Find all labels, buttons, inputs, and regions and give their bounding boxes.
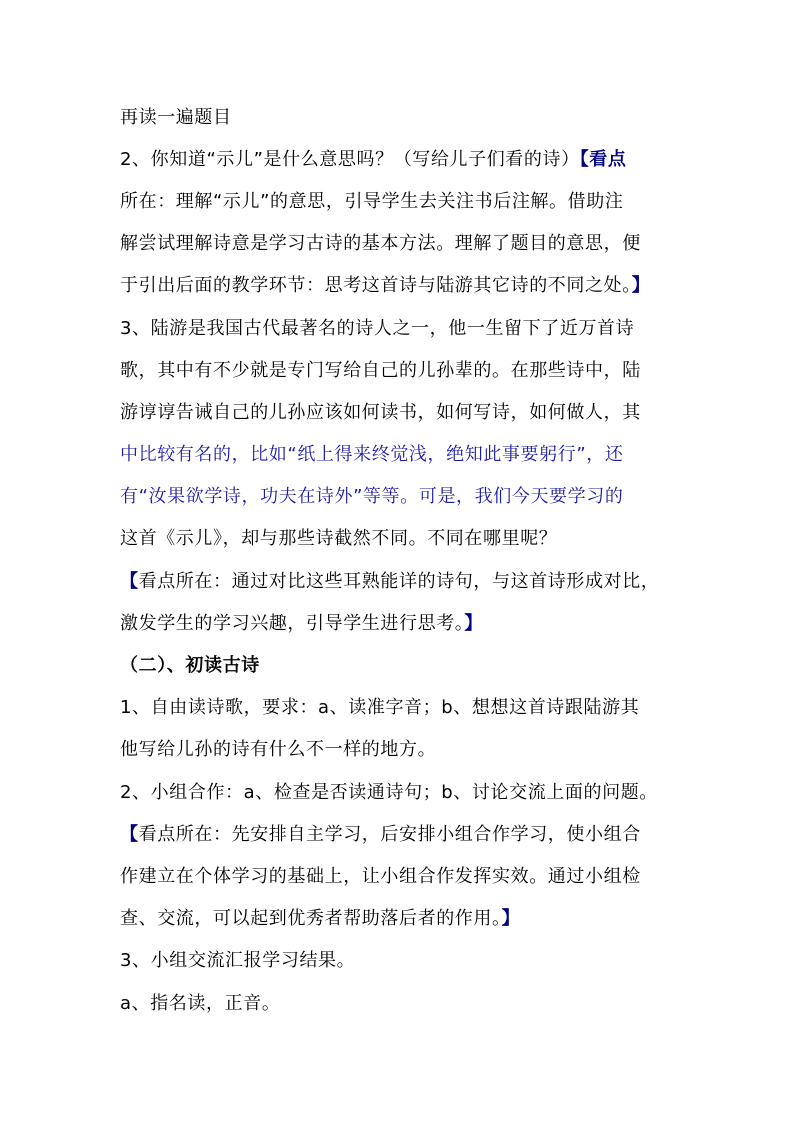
text-line bbox=[120, 606, 680, 642]
text-run: 他写给儿孙的诗有什么不一样的地方。 bbox=[120, 739, 437, 760]
text-run: 3、小组交流汇报学习结果。 bbox=[120, 950, 356, 971]
text-run: 于引出后面的教学环节：思考这首诗与陆游其它诗的不同之处。 bbox=[120, 275, 632, 296]
text-run: 歌，其中有不少就是专门写给自己的儿孙辈的。在那些诗中，陆 bbox=[120, 360, 641, 381]
annotation-close: 】 bbox=[464, 613, 484, 634]
text-run: 作建立在个体学习的基础上，让小组合作发挥实效。通过小组检 bbox=[120, 866, 641, 887]
text-line bbox=[120, 184, 680, 220]
annotation-close: 】 bbox=[501, 908, 521, 929]
text-line bbox=[120, 311, 680, 347]
text-run: 3、陆游是我国古代最著名的诗人之一，他一生留下了近万首诗 bbox=[120, 318, 635, 339]
text-line bbox=[120, 268, 680, 304]
text-run: 再读一遍题目 bbox=[120, 107, 232, 128]
text-line bbox=[120, 479, 680, 515]
annotation-open: 【 bbox=[120, 824, 139, 845]
text-run: 激发学生的学习兴趣，引导学生进行思考。 bbox=[120, 613, 465, 634]
text-line bbox=[120, 226, 680, 262]
text-line bbox=[120, 732, 680, 768]
section-heading bbox=[120, 648, 680, 684]
text-run: 所在：理解“示儿”的意思，引导学生去关注书后注解。借助注 bbox=[120, 191, 624, 212]
text-run: 2、你知道“示儿”是什么意思吗？（写给儿子们看的诗） bbox=[120, 149, 580, 170]
text-run: 1、自由读诗歌，要求：a、读准字音；b、想想这首诗跟陆游其 bbox=[120, 697, 640, 718]
text-run: 看点所在：先安排自主学习，后安排小组合作学习，使小组合 bbox=[138, 824, 641, 845]
text-run: 游谆谆告诫自己的儿孙应该如何读书，如何写诗，如何做人，其 bbox=[120, 402, 641, 423]
heading-text: （二）、初读古诗 bbox=[120, 655, 260, 676]
text-line bbox=[120, 690, 680, 726]
annotation-open: 【 bbox=[120, 571, 139, 592]
text-line bbox=[120, 859, 680, 895]
annotation-close: 】 bbox=[631, 275, 651, 296]
text-line bbox=[120, 437, 680, 473]
text-line bbox=[120, 395, 680, 431]
text-line bbox=[120, 986, 680, 1022]
text-line bbox=[120, 901, 680, 937]
text-line bbox=[120, 353, 680, 389]
text-line bbox=[120, 817, 680, 853]
quote-run: 有“汝果欲学诗，功夫在诗外”等等。可是，我们今天要学习的 bbox=[120, 486, 624, 507]
text-run: 解尝试理解诗意是学习古诗的基本方法。理解了题目的意思，便 bbox=[120, 233, 641, 254]
text-run: 查、交流，可以起到优秀者帮助落后者的作用。 bbox=[120, 908, 502, 929]
text-line bbox=[120, 564, 680, 600]
quote-run: 中比较有名的，比如“纸上得来终觉浅，绝知此事要躬行”，还 bbox=[120, 444, 624, 465]
text-line bbox=[120, 521, 680, 557]
text-run: a、指名读，正音。 bbox=[120, 993, 281, 1014]
text-line bbox=[120, 100, 680, 136]
annotation-open: 【看点 bbox=[579, 149, 627, 170]
text-line bbox=[120, 142, 680, 178]
text-line bbox=[120, 943, 680, 979]
text-line bbox=[120, 775, 680, 811]
text-run: 这首《示儿》，却与那些诗截然不同。不同在哪里呢？ bbox=[120, 528, 558, 549]
text-run: 看点所在：通过对比这些耳熟能详的诗句，与这首诗形成对比， bbox=[138, 571, 660, 592]
text-run: 2、小组合作：a、检查是否读通诗句；b、讨论交流上面的问题。 bbox=[120, 782, 658, 803]
